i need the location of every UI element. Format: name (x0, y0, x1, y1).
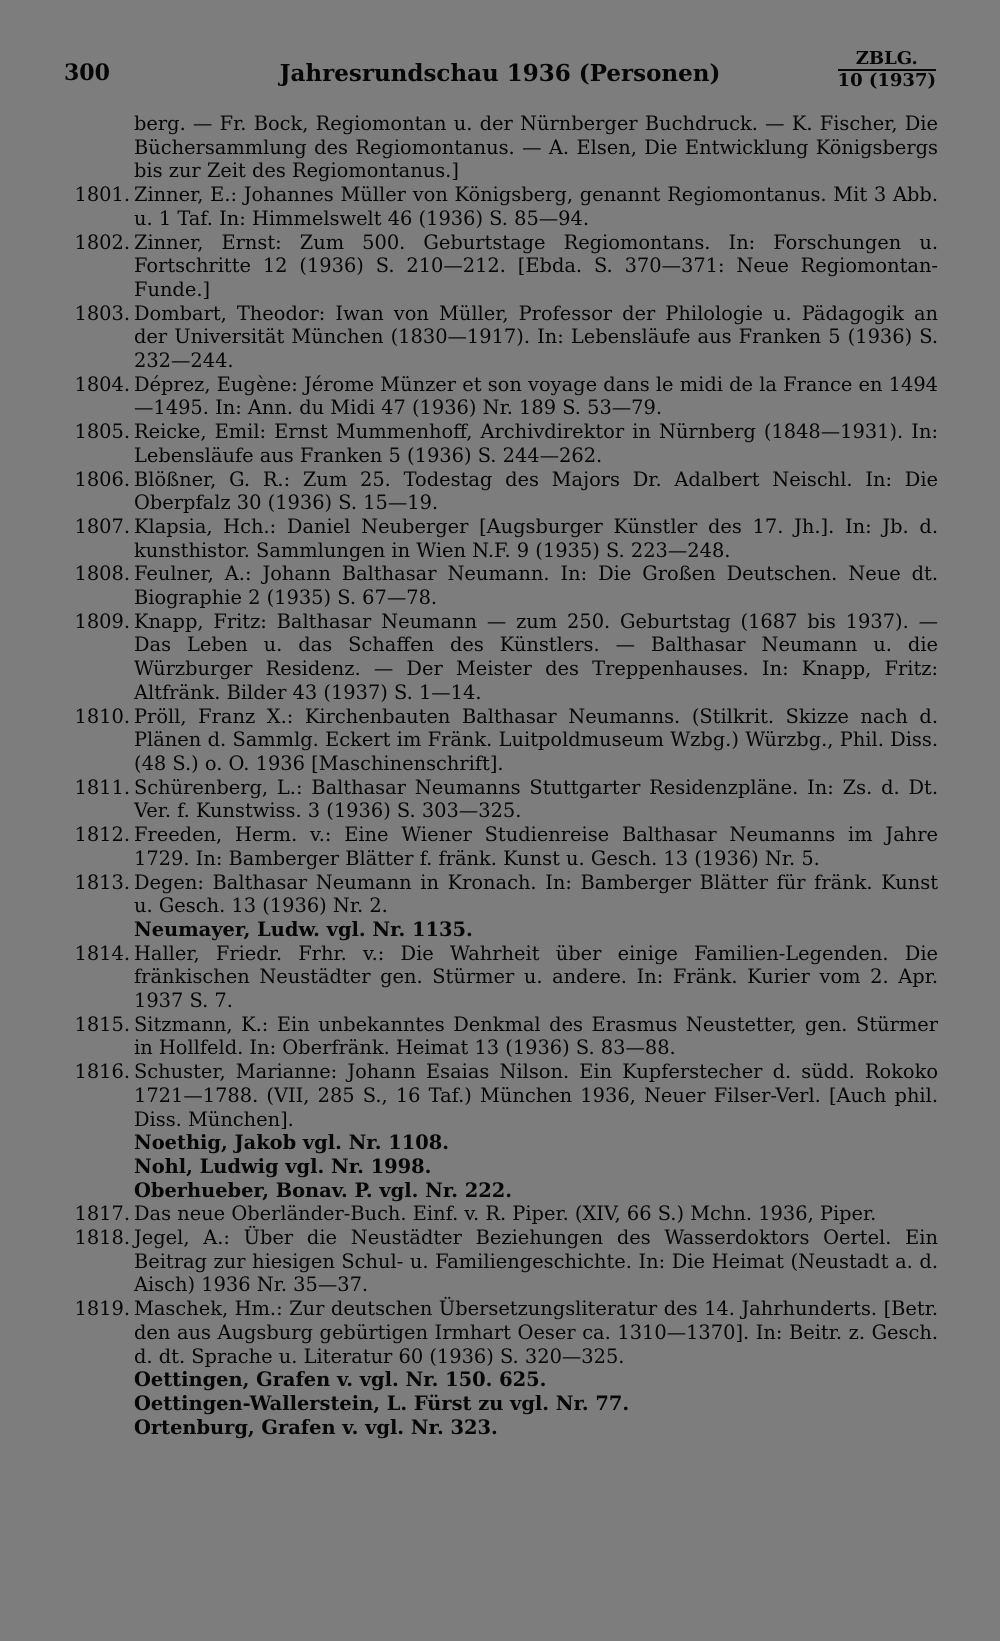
entry-text: Sitzmann, K.: Ein unbekanntes Denkmal des Erasmus Neustetter, gen. Stürmer in Hollfeld. In: Oberfränk. Heimat 13 (1936) S. 83—88. (134, 1012, 938, 1060)
journal-reference (838, 50, 936, 91)
cross-reference (70, 1179, 938, 1203)
entry-number: 1812. (74, 823, 130, 847)
entry-number: 1813. (74, 870, 130, 894)
bibliography-entry (70, 183, 938, 230)
cross-reference (70, 1131, 938, 1155)
entry-number: 1816. (74, 1060, 130, 1084)
bibliography-entry (70, 373, 938, 420)
entry-number: 1804. (74, 372, 130, 396)
entry-number: 1811. (74, 775, 130, 799)
entry-text: Freeden, Herm. v.: Eine Wiener Studienreise Balthasar Neumanns im Jahre 1729. In: Bamberger Blätter f. fränk. Kunst u. Gesch. 13 (1936) Nr. 5. (134, 823, 938, 870)
entry-number: 1803. (74, 301, 130, 325)
entry-number: 1818. (74, 1226, 130, 1250)
entry-text: Das neue Oberländer-Buch. Einf. v. R. Piper. (XIV, 66 S.) Mchn. 1936, Piper. (134, 1202, 877, 1226)
journal-abbreviation: ZBLG. (855, 48, 918, 69)
cross-reference (70, 1392, 938, 1416)
bibliography-entry (70, 468, 938, 515)
bibliography-entry (70, 420, 938, 467)
entry-text: Oettingen-Wallerstein, L. Fürst zu vgl. Nr. 77. (134, 1391, 630, 1415)
entry-text: Nohl, Ludwig vgl. Nr. 1998. (134, 1154, 432, 1178)
entry-text: Zinner, Ernst: Zum 500. Geburtstage Regiomontans. In: Forschungen u. Fortschritte 12 (1936) S. 210—212. [Ebda. S. 370—371: Neue Regiomontan-Funde.] (134, 230, 938, 301)
bibliography-entry (70, 942, 938, 1013)
entry-text: Degen: Balthasar Neumann in Kronach. In: Bamberger Blätter für fränk. Kunst u. Gesch. 13 (1936) Nr. 2. (134, 870, 938, 918)
bibliography-entry (70, 776, 938, 823)
entry-text: Pröll, Franz X.: Kirchenbauten Balthasar Neumanns. (Stilkrit. Skizze nach d. Plänen d. Sammlg. Eckert im Fränk. Luitpoldmuseum Wzbg.) Würzbg., Phil. Diss. (48 S.) o. O. 1936 [Maschinenschrift]. (134, 704, 938, 775)
entry-text: berg. — Fr. Bock, Regiomontan u. der Nürnberger Buchdruck. — K. Fischer, Die Büchersammlung des Regiomontanus. — A. Elsen, Die Entwicklung Königsbergs bis zur Zeit des Regiomontanus.] (134, 112, 938, 183)
bibliography-list (70, 112, 938, 1439)
entry-text: Schürenberg, L.: Balthasar Neumanns Stuttgarter Residenzpläne. In: Zs. d. Dt. Ver. f. Kunstwiss. 3 (1936) S. 303—325. (134, 775, 938, 823)
bibliography-entry (70, 705, 938, 776)
entry-text: Oettingen, Grafen v. vgl. Nr. 150. 625. (134, 1368, 547, 1392)
entry-number: 1819. (74, 1297, 130, 1321)
entry-text: Knapp, Fritz: Balthasar Neumann — zum 250. Geburtstag (1687 bis 1937). — Das Leben u. das Schaffen des Künstlers. — Balthasar Neumann u. die Würzburger Residenz. — Der Meister des Treppenhauses. In: Knapp, Fritz: Altfränk. Bilder 43 (1937) S. 1—14. (134, 609, 938, 704)
entry-number: 1810. (74, 704, 130, 728)
bibliography-entry (70, 1202, 938, 1226)
entry-number: 1802. (74, 230, 130, 254)
bibliography-entry (70, 515, 938, 562)
bibliography-entry (70, 302, 938, 373)
journal-volume: 10 (1937) (837, 69, 936, 91)
entry-number: 1815. (74, 1012, 130, 1036)
bibliography-entry (70, 1060, 938, 1131)
entry-number: 1814. (74, 941, 130, 965)
cross-reference (70, 1155, 938, 1179)
entry-text: Reicke, Emil: Ernst Mummenhoff, Archivdirektor in Nürnberg (1848—1931). In: Lebensläufe aus Franken 5 (1936) S. 244—262. (134, 420, 938, 467)
bibliography-entry (70, 871, 938, 918)
bibliography-entry (70, 562, 938, 609)
entry-text: Ortenburg, Grafen v. vgl. Nr. 323. (134, 1415, 498, 1439)
running-title: Jahresrundschau 1936 (Personen) (279, 60, 721, 87)
cross-reference (70, 1368, 938, 1392)
entry-number: 1807. (74, 514, 130, 538)
entry-text: Schuster, Marianne: Johann Esaias Nilson. Ein Kupferstecher d. südd. Rokoko 1721—1788. (VII, 285 S., 16 Taf.) München 1936, Neuer Filser-Verl. [Auch phil. Diss. München]. (134, 1060, 938, 1131)
entry-text: Dombart, Theodor: Iwan von Müller, Professor der Philologie u. Pädagogik an der Universität München (1830—1917). In: Lebensläufe aus Franken 5 (1936) S. 232—244. (134, 301, 938, 373)
entry-text: Zinner, E.: Johannes Müller von Königsberg, genannt Regiomontanus. Mit 3 Abb. u. 1 Taf. In: Himmelswelt 46 (1936) S. 85—94. (134, 183, 938, 230)
bibliography-entry (70, 1297, 938, 1368)
bibliography-entry (70, 1226, 938, 1297)
entry-number: 1809. (74, 609, 130, 633)
entry-text: Blößner, G. R.: Zum 25. Todestag des Majors Dr. Adalbert Neischl. In: Die Oberpfalz 30 (1936) S. 15—19. (134, 467, 938, 515)
cross-reference (70, 1416, 938, 1440)
bibliography-entry (70, 823, 938, 870)
entry-number: 1806. (74, 467, 130, 491)
bibliography-entry (70, 231, 938, 302)
page-number: 300 (64, 60, 110, 86)
entry-text: Maschek, Hm.: Zur deutschen Übersetzungsliteratur des 14. Jahrhunderts. [Betr. den aus Augsburg gebürtigen Irmhart Oeser ca. 1310—1370]. In: Beitr. z. Gesch. d. dt. Sprache u. Literatur 60 (1936) S. 320—325. (134, 1297, 938, 1368)
page-header (64, 50, 936, 92)
entry-text: Déprez, Eugène: Jérome Münzer et son voyage dans le midi de la France en 1494—1495. In: Ann. du Midi 47 (1936) Nr. 189 S. 53—79. (134, 372, 938, 420)
entry-number: 1808. (74, 562, 130, 586)
entry-text: Haller, Friedr. Frhr. v.: Die Wahrheit über einige Familien-Legenden. Die fränkischen Neustädter gen. Stürmer u. andere. In: Fränk. Kurier vom 2. Apr. 1937 S. 7. (134, 941, 938, 1013)
entry-text: Oberhueber, Bonav. P. vgl. Nr. 222. (134, 1178, 512, 1202)
entry-text: Neumayer, Ludw. vgl. Nr. 1135. (134, 917, 473, 941)
bibliography-entry (70, 610, 938, 705)
entry-number: 1817. (74, 1202, 130, 1226)
bibliography-entry (70, 112, 938, 183)
cross-reference (70, 918, 938, 942)
entry-text: Jegel, A.: Über die Neustädter Beziehungen des Wasserdoktors Oertel. Ein Beitrag zur hiesigen Schul- u. Familiengeschichte. In: Die Heimat (Neustadt a. d. Aisch) 1936 Nr. 35—37. (134, 1226, 938, 1297)
entry-text: Noethig, Jakob vgl. Nr. 1108. (134, 1131, 449, 1155)
bibliography-entry (70, 1013, 938, 1060)
entry-number: 1805. (74, 420, 130, 444)
entry-text: Klapsia, Hch.: Daniel Neuberger [Augsburger Künstler des 17. Jh.]. In: Jb. d. kunsthistor. Sammlungen in Wien N.F. 9 (1935) S. 223—248. (134, 514, 938, 562)
entry-number: 1801. (74, 183, 130, 207)
entry-text: Feulner, A.: Johann Balthasar Neumann. In: Die Großen Deutschen. Neue dt. Biographie 2 (1935) S. 67—78. (134, 562, 938, 610)
